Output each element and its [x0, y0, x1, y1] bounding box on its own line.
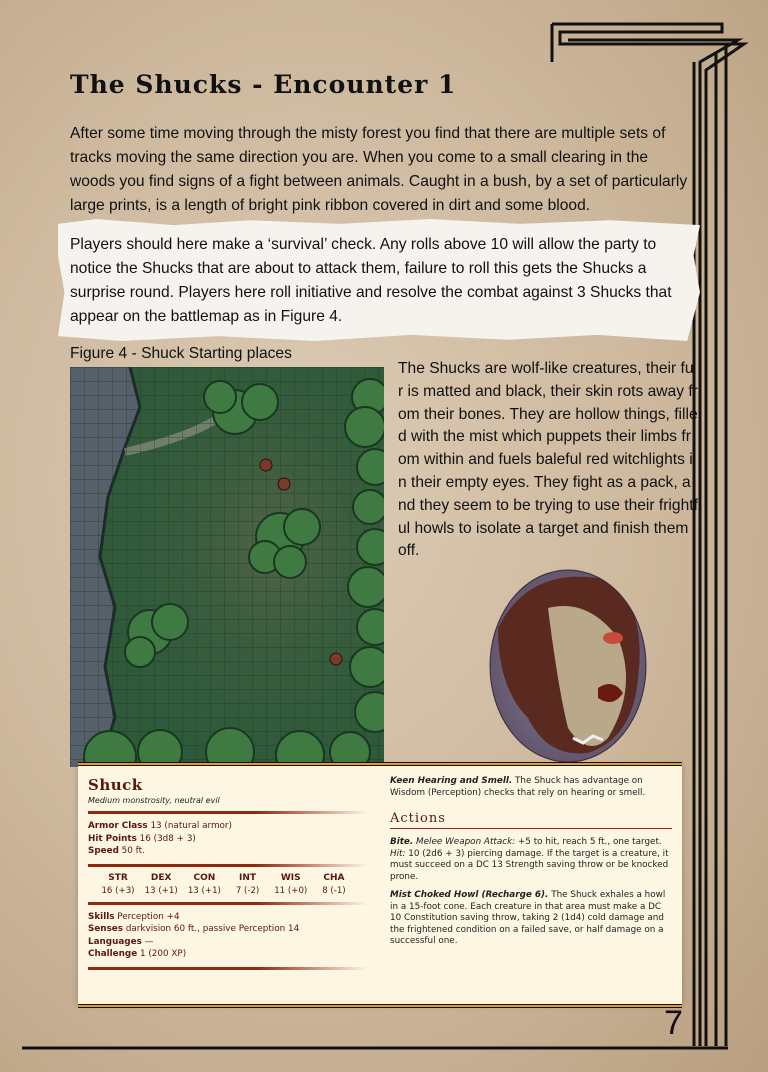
- page-number: 7: [664, 1004, 683, 1042]
- divider: [88, 864, 368, 867]
- shuck-token-3: [330, 653, 342, 665]
- stat-block-bottom-bar: [78, 1004, 682, 1008]
- ability-cha: CHA 8 (-1): [322, 872, 346, 896]
- creature-type: Medium monstrosity, neutral evil: [88, 796, 220, 805]
- shuck-portrait: [488, 568, 648, 764]
- skills-line: Skills Perception +4: [88, 911, 180, 922]
- stat-block-top-bar: [78, 762, 682, 766]
- divider: [88, 902, 368, 905]
- callout-text: Players should here make a ‘survival’ check. Any rolls above 10 will allow the party to notice the Shucks that are about to attack them, failure to roll this gets the Shucks a surprise round. Players here roll initiative and resolve the combat against 3 Shucks that appear on the battlemap as in Figure 4.: [70, 236, 672, 325]
- ability-str: STR 16 (+3): [101, 872, 135, 896]
- ability-wis: WIS 11 (+0): [274, 872, 308, 896]
- battlemap-image: [70, 367, 384, 767]
- shuck-description: The Shucks are wolf-like creatures, their fur is matted and black, their skin rots away from their bones. They are hollow things, filled with the mist which puppets their limbs from within and fuels baleful red witchlights in their empty eyes. They fight as a pack, and they seem to be trying to use their frightful howls to isolate a target and finish them off.: [398, 360, 698, 560]
- challenge-line: Challenge 1 (200 XP): [88, 949, 187, 959]
- action-bite: Bite. Melee Weapon Attack: +5 to hit, reach 5 ft., one target. Hit: 10 (2d6 + 3) piercing damage. If the target is a creature, it must succeed on a DC 13 Strength saving throw or be knocked prone.: [390, 837, 669, 882]
- divider: [88, 967, 368, 970]
- action-mist-choked-howl: Mist Choked Howl (Recharge 6). The Shuck exhales a howl in a 15-foot cone. Each creature in that area must make a DC 10 Constitution saving throw, taking 2 (1d4) cold damage and the frightened condition on a failed save, or half damage on a successful one.: [390, 890, 666, 946]
- hit-points-line: Hit Points 16 (3d8 + 3): [88, 833, 196, 844]
- ability-dex: DEX 13 (+1): [144, 872, 178, 896]
- actions-heading: Actions: [390, 811, 446, 826]
- languages-line: Languages —: [88, 936, 154, 947]
- shuck-token-2: [278, 478, 290, 490]
- ability-con: CON 13 (+1): [187, 872, 221, 896]
- figure-caption: Figure 4 - Shuck Starting places: [70, 345, 292, 362]
- armor-class-line: Armor Class 13 (natural armor): [88, 821, 232, 831]
- stat-block-left-column: [88, 776, 368, 976]
- actions-divider: [390, 828, 672, 829]
- page-title: The Shucks - Encounter 1: [70, 70, 457, 99]
- divider: [88, 811, 368, 814]
- shuck-token-1: [260, 459, 272, 471]
- ability-scores: [98, 873, 354, 896]
- stat-block-right-column: [390, 776, 672, 955]
- intro-paragraph: After some time moving through the misty forest you find that there are multiple sets of tracks moving the same direction you are. When you come to a small clearing in the woods you find signs of a fight between animals. Caught in a bush, by a set of particularly large prints, is a length of bright pink ribbon covered in dirt and some blood.: [70, 125, 688, 214]
- ability-int: INT 7 (-2): [235, 872, 260, 896]
- stat-block: [78, 766, 682, 1004]
- creature-name: Shuck: [88, 776, 143, 794]
- trait-keen-hearing: Keen Hearing and Smell. The Shuck has advantage on Wisdom (Perception) checks that rely on hearing or smell.: [390, 776, 646, 798]
- speed-line: Speed 50 ft.: [88, 846, 145, 856]
- senses-line: Senses darkvision 60 ft., passive Perception 14: [88, 924, 300, 934]
